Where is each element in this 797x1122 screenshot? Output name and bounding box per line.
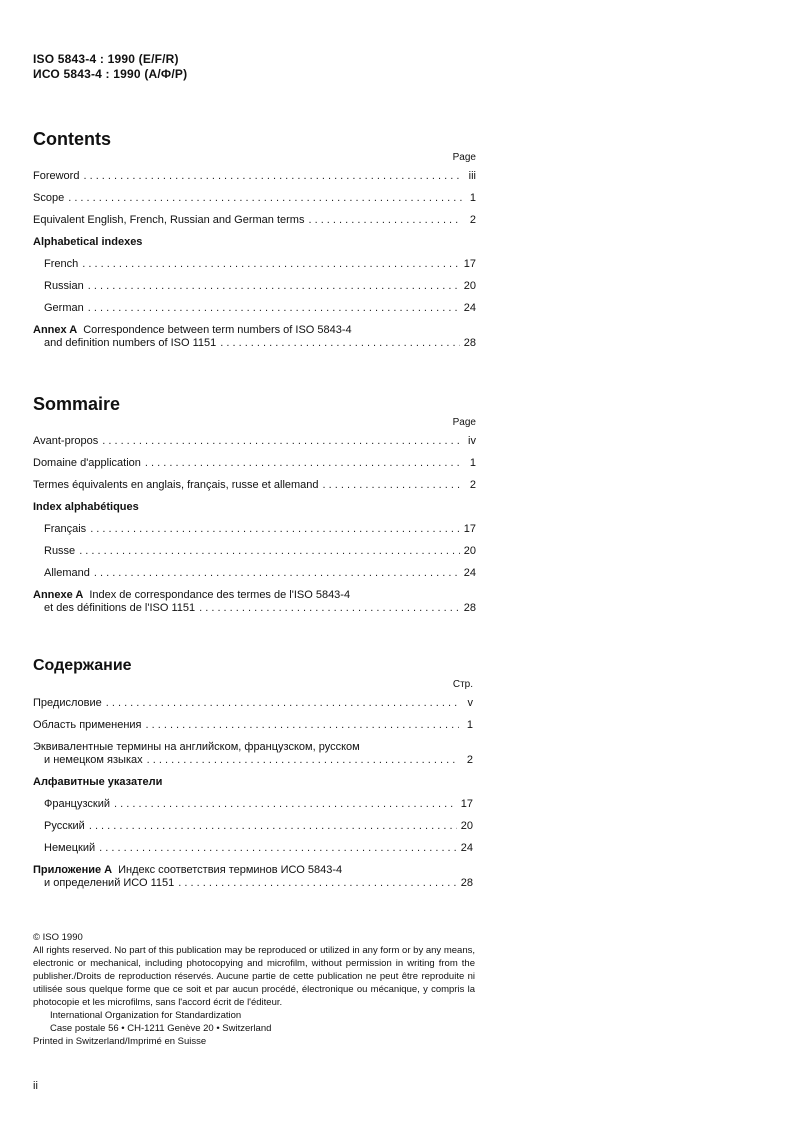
toc-entry-label: Allemand: [44, 567, 90, 579]
toc-entry-avant-propos[interactable]: [33, 435, 476, 448]
leader-dots: [145, 457, 462, 470]
leader-dots: [94, 567, 460, 580]
leader-dots: [83, 170, 462, 183]
toc-entry-page: 2: [466, 754, 473, 766]
toc-entry-index-french-ru[interactable]: [33, 798, 473, 811]
document-id-line-2: ИСО 5843-4 : 1990 (А/Ф/Р): [33, 67, 188, 81]
annex-title-line-2: and definition numbers of ISO 1151: [44, 337, 217, 349]
toc-entry-page: 28: [463, 602, 476, 614]
page-number: ii: [33, 1080, 38, 1092]
toc-entry-page: 17: [460, 798, 473, 810]
copyright-block: [33, 931, 475, 1048]
toc-entry-index-russian[interactable]: [33, 280, 476, 293]
toc-entry-page: 1: [466, 719, 473, 731]
toc-entry-index-russian-ru[interactable]: [33, 820, 473, 833]
toc-entry-index-francais[interactable]: [33, 523, 476, 536]
toc-entry-label: Russe: [44, 545, 76, 557]
toc-group-title: Index alphabétiques: [33, 501, 139, 513]
toc-entry-page: 20: [463, 545, 476, 557]
toc-entry-page: 2: [469, 214, 476, 226]
toc-entry-equivalent-terms[interactable]: [33, 214, 476, 227]
toc-entry-label: Немецкий: [44, 842, 96, 854]
toc-entry-label: Avant-propos: [33, 435, 99, 447]
annex-label: Annexe A: [33, 589, 84, 601]
toc-entry-equiv-heading[interactable]: [33, 741, 473, 754]
leader-dots: [199, 602, 460, 615]
leader-dots: [220, 337, 460, 350]
section-title: Contents: [33, 129, 111, 149]
toc-entry-page: 24: [460, 842, 473, 854]
toc-entry-domaine[interactable]: [33, 457, 476, 470]
toc-entry-annex[interactable]: [33, 602, 476, 615]
publisher-name: International Organization for Standardization: [50, 1010, 242, 1021]
toc-entry-page: 17: [463, 523, 476, 535]
toc-entry-index-german[interactable]: [33, 302, 476, 315]
toc-entry-annex-heading[interactable]: [33, 324, 476, 337]
toc-entry-label: Français: [44, 523, 87, 535]
toc-entry-index-french[interactable]: [33, 258, 476, 271]
leader-dots: [146, 719, 460, 732]
toc-entry-label: Французский: [44, 798, 110, 810]
toc-entry-foreword[interactable]: [33, 170, 476, 183]
equiv-title-line-2: и немецком языках: [44, 754, 143, 766]
toc-entry-index-russe[interactable]: [33, 545, 476, 558]
toc-entry-label: Equivalent English, French, Russian and German terms: [33, 214, 305, 226]
section-title: Sommaire: [33, 394, 121, 414]
contents-section-english: [33, 128, 476, 350]
toc-entry-page: 20: [460, 820, 473, 832]
section-title: Содержание: [33, 657, 132, 674]
toc-entry-annex-heading[interactable]: [33, 589, 476, 602]
leader-dots: [102, 435, 462, 448]
equiv-title-line-1: Эквивалентные термины на английском, французском, русском: [33, 741, 360, 753]
toc-entry-label: Русский: [44, 820, 85, 832]
toc-entry-page: 17: [463, 258, 476, 270]
leader-dots: [106, 697, 459, 710]
leader-dots: [323, 479, 462, 492]
printed-in: Printed in Switzerland/Imprimé en Suisse: [33, 1036, 207, 1047]
contents-section-russian: [33, 655, 473, 890]
annex-title-line-1: Индекс соответствия терминов ИСО 5843-4: [118, 864, 343, 876]
toc-entry-equiv[interactable]: [33, 754, 473, 767]
copyright-notice: All rights reserved. No part of this publication may be reproduced or utilized in any form or by any means, electronic or mechanical, including photocopying and microfilm, without permission in writing from the publisher./Droits de reproduction réservés. Aucune partie de cette publication ne peut être reproduite ni utilisée sous quelque forme que ce soit et par aucun procédé, électronique ou mécanique, y compris la photocopie et les microfilms, sans l'accord écrit de l'éditeur.: [33, 945, 475, 1008]
leader-dots: [90, 523, 460, 536]
toc-entry-annex-heading[interactable]: [33, 864, 473, 877]
toc-entry-annex[interactable]: [33, 877, 473, 890]
toc-entry-label: Domaine d'application: [33, 457, 141, 469]
toc-entry-page: 1: [469, 457, 476, 469]
leader-dots: [68, 192, 462, 205]
toc-group-title: Алфавитные указатели: [33, 776, 163, 788]
toc-entry-label: Scope: [33, 192, 65, 204]
toc-entry-index-allemand[interactable]: [33, 567, 476, 580]
toc-entry-page: 24: [463, 567, 476, 579]
annex-label: Annex A: [33, 324, 78, 336]
leader-dots: [147, 754, 459, 767]
toc-entry-page: 20: [463, 280, 476, 292]
toc-entry-scope[interactable]: [33, 192, 476, 205]
leader-dots: [88, 302, 460, 315]
leader-dots: [79, 545, 460, 558]
toc-entry-oblast[interactable]: [33, 719, 473, 732]
toc-entry-page: 24: [463, 302, 476, 314]
toc-entry-termes-equivalents[interactable]: [33, 479, 476, 492]
annex-title-line-1: Correspondence between term numbers of ISO 5843-4: [83, 324, 352, 336]
leader-dots: [114, 798, 457, 811]
leader-dots: [99, 842, 457, 855]
contents-section-french: [33, 393, 476, 615]
toc-entry-page: iv: [468, 435, 476, 447]
toc-entry-predislovie[interactable]: [33, 697, 473, 710]
toc-entry-label: French: [44, 258, 79, 270]
page-column-label: Page: [452, 417, 476, 428]
annex-title-line-2: et des définitions de l'ISO 1151: [44, 602, 196, 614]
leader-dots: [82, 258, 460, 271]
annex-label: Приложение А: [33, 864, 113, 876]
leader-dots: [88, 280, 460, 293]
toc-entry-page: iii: [468, 170, 476, 182]
leader-dots: [308, 214, 462, 227]
toc-entry-page: 28: [460, 877, 473, 889]
annex-title-line-2: и определений ИСО 1151: [44, 877, 175, 889]
toc-entry-label: German: [44, 302, 84, 314]
toc-entry-label: Предисловие: [33, 697, 102, 709]
toc-entry-annex[interactable]: [33, 337, 476, 350]
toc-entry-label: Область применения: [33, 719, 142, 731]
leader-dots: [89, 820, 457, 833]
toc-entry-page: 1: [469, 192, 476, 204]
document-id-line-1: ISO 5843-4 : 1990 (E/F/R): [33, 52, 179, 66]
annex-title-line-1: Index de correspondance des termes de l'ISO 5843-4: [89, 589, 351, 601]
toc-entry-page: 2: [469, 479, 476, 491]
toc-entry-label: Termes équivalents en anglais, français, russe et allemand: [33, 479, 319, 491]
toc-entry-label: Foreword: [33, 170, 80, 182]
toc-entry-label: Russian: [44, 280, 84, 292]
leader-dots: [178, 877, 456, 890]
toc-entry-page: v: [467, 697, 473, 709]
copyright-line: © ISO 1990: [33, 932, 83, 943]
toc-group-title: Alphabetical indexes: [33, 236, 143, 248]
page-column-label: Page: [452, 152, 476, 163]
toc-entry-index-german-ru[interactable]: [33, 842, 473, 855]
page-column-label: Стр.: [452, 679, 473, 690]
publisher-address: Case postale 56 • CH-1211 Genève 20 • Switzerland: [50, 1023, 272, 1034]
toc-entry-page: 28: [463, 337, 476, 349]
